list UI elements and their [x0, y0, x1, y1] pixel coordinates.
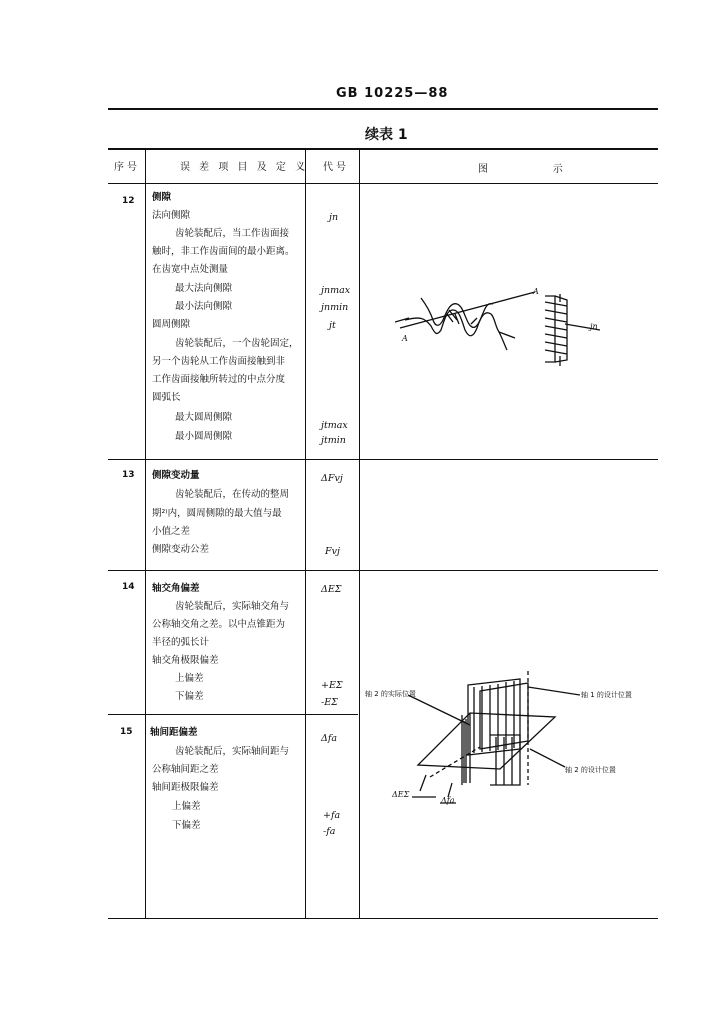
section-label-a: A: [533, 287, 539, 296]
row-divider: [108, 459, 658, 460]
row-number: 15: [120, 727, 133, 737]
item-definition: 工作齿面接触所转过的中点分度: [152, 374, 286, 385]
item-code: Fvj: [325, 546, 340, 557]
item-definition: 触时，非工作齿面间的最小距离。: [152, 246, 295, 257]
item-code: jtmin: [321, 435, 346, 446]
item-sublabel: 上偏差: [175, 673, 204, 684]
item-code: +fa: [323, 810, 341, 821]
column-divider: [359, 148, 360, 918]
row-divider: [108, 570, 658, 571]
axis-planes-drawing: [400, 665, 580, 815]
item-code: +EΣ: [321, 680, 343, 691]
row-number: 13: [122, 470, 135, 480]
item-code: ΔEΣ: [321, 584, 342, 595]
item-sublabel: 下偏差: [172, 820, 201, 831]
item-sublabel: 最大圆周侧隙: [175, 412, 233, 423]
header-rule: [108, 108, 658, 110]
item-code: jt: [329, 320, 336, 331]
item-code: -EΣ: [321, 697, 338, 708]
column-header-item: 误 差 项 目 及 定 义: [180, 162, 309, 173]
item-code: jn: [329, 212, 339, 223]
item-definition: 齿轮装配后，当工作齿面接: [175, 228, 290, 239]
item-definition: 公称轴交角之差。以中点锥距为: [152, 619, 286, 630]
item-sublabel: 侧隙变动公差: [152, 544, 210, 555]
item-sublabel: 最小法向侧隙: [175, 301, 233, 312]
item-definition: 小值之差: [152, 526, 191, 537]
table-bottom-rule: [108, 918, 658, 919]
row-number: 12: [122, 196, 135, 206]
item-definition: 齿轮装配后，在传动的整周: [175, 489, 290, 500]
table-top-rule: [108, 148, 658, 150]
item-code: jnmin: [321, 302, 349, 313]
item-code: jnmax: [321, 285, 351, 296]
item-sublabel: 上偏差: [172, 801, 201, 812]
column-header-code: 代号: [323, 162, 349, 173]
item-code: -fa: [323, 826, 336, 837]
item-code: Δfa: [321, 733, 338, 744]
item-subtitle: 圆周侧隙: [152, 319, 191, 330]
item-definition: 齿轮装配后，一个齿轮固定，: [175, 338, 299, 349]
item-code: jtmax: [321, 420, 348, 431]
item-definition: 公称轴间距之差: [152, 764, 219, 775]
axis2-actual-label: 轴 2 的实际位置: [365, 690, 416, 698]
axis1-design-label: 轴 1 的设计位置: [581, 691, 632, 699]
column-divider: [305, 148, 306, 918]
item-sublabel: 下偏差: [175, 691, 204, 702]
gear-mesh-drawing: [395, 280, 610, 370]
item-definition: 齿轮装配后，实际轴间距与: [175, 746, 290, 757]
column-header-figure: 图 示: [478, 164, 566, 175]
item-definition: 另一个齿轮从工作齿面接触到非: [152, 356, 286, 367]
item-sublabel: 最大法向侧隙: [175, 283, 233, 294]
item-definition: 半径的弧长计: [152, 637, 210, 648]
table-continuation-title: 续表 1: [365, 127, 408, 143]
standard-number: GB 10225—88: [336, 86, 449, 101]
item-subtitle: 轴交角极限偏差: [152, 655, 219, 666]
item-sublabel: 最小圆周侧隙: [175, 431, 233, 442]
normal-backlash-label: jn: [590, 322, 598, 331]
table-header-rule: [108, 183, 658, 184]
column-divider: [145, 148, 146, 918]
item-title: 轴间距偏差: [150, 727, 198, 738]
item-definition: 齿轮装配后，实际轴交角与: [175, 601, 290, 612]
item-title: 侧隙变动量: [152, 470, 200, 481]
shaft-angle-deviation-label: ΔEΣ: [392, 790, 410, 799]
item-definition: 期²⁾内，圆周侧隙的最大值与最: [152, 508, 282, 519]
axis-distance-deviation-label: Δfa: [441, 796, 455, 805]
row-number: 14: [122, 582, 135, 592]
item-definition: 在齿宽中点处测量: [152, 264, 229, 275]
item-subtitle: 法向侧隙: [152, 210, 191, 221]
column-header-no: 序号: [114, 162, 140, 173]
item-code: ΔFvj: [321, 473, 343, 484]
item-definition: 圆弧长: [152, 392, 181, 403]
item-title: 侧隙: [152, 192, 172, 203]
section-label-a: A: [402, 334, 408, 343]
item-subtitle: 轴间距极限偏差: [152, 782, 219, 793]
item-title: 轴交角偏差: [152, 583, 200, 594]
axis2-design-label: 轴 2 的设计位置: [565, 766, 616, 774]
